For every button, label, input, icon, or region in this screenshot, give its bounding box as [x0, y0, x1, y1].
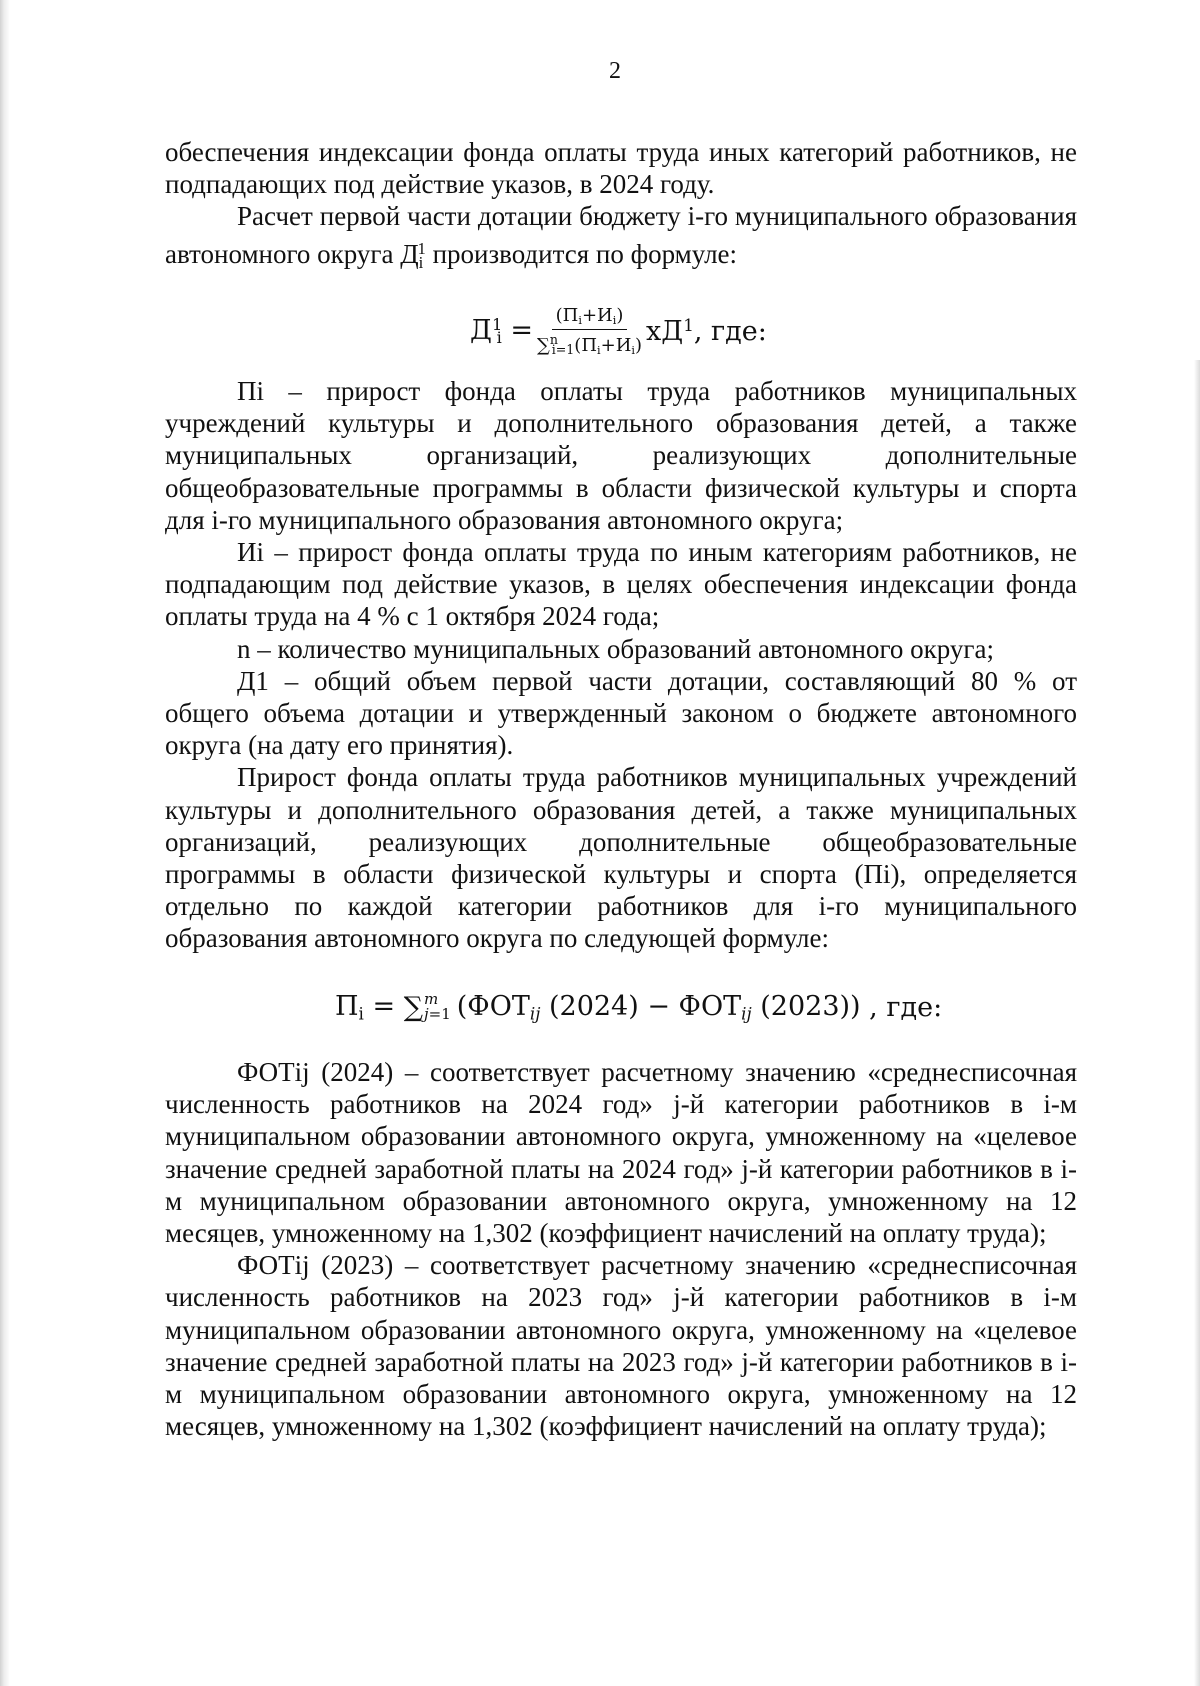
top-paragraphs	[165, 136, 1077, 279]
paragraph-continuation: обеспечения индексации фонда оплаты труда иных категорий работников, не подпадающих под действие указов, в 2024 году.	[165, 137, 1077, 200]
formula-2-lhs: $П_i$ =	[335, 991, 396, 1024]
formula-1-denominator: $\sum^n_{i=1}(П_i+И_i)$	[537, 331, 642, 358]
formula-1-numerator: $(П_i+И_i)$	[552, 305, 628, 330]
formula-1-lhs: $Д^1_i$ =	[470, 314, 534, 348]
formula-2-content	[335, 991, 942, 1024]
definition-I: Иi – прирост фонда оплаты труда по иным категориям работников, не подпадающим под действие указов, в целях обеспечения индексации фонда оплаты труда на 4 % с 1 октября 2024 года;	[165, 537, 1077, 632]
page-number: 2	[609, 58, 621, 84]
definition-FOT-2024: ФОТij (2024) – соответствует расчетному значению «среднесписочная численность работников на 2024 год» j-й категории работников в i-м муниципальном образовании автономного округа, умноженному на «целевое значение средней заработной платы на 2024 год» j-й категории работников в i-м муниципальном образовании автономного округа, умноженному на 12 месяцев, умноженному на 1,302 (коэффициент начислений на оплату труда);	[165, 1057, 1077, 1249]
formula-payroll-growth	[335, 991, 942, 1024]
formula-2-tail: , где:	[860, 991, 943, 1023]
definition-P: Пi – прирост фонда оплаты труда работников муниципальных учреждений культуры и дополнительного образования детей, а также муниципальных организаций, реализующих дополнительные общеобразовательные программы в области физической культуры и спорта для i-го муниципального образования автономного округа;	[165, 376, 1077, 535]
formula-1-fraction	[537, 305, 642, 358]
definition-FOT-2023: ФОТij (2023) – соответствует расчетному значению «среднесписочная численность работников на 2023 год» j-й категории работников в i-м муниципальном образовании автономного округа, умноженному на «целевое значение средней заработной платы на 2023 год» j-й категории работников в i-м муниципальном образовании автономного округа, умноженному на 12 месяцев, умноженному на 1,302 (коэффициент начислений на оплату труда);	[165, 1250, 1077, 1442]
formula-2-sum: ∑	[395, 991, 423, 1023]
definitions-block-1	[165, 375, 1077, 955]
formula-2-limits: m j=1	[423, 990, 451, 1024]
paragraph-growth-definition: Прирост фонда оплаты труда работников муниципальных учреждений культуры и дополнительного образования детей, а также муниципальных организаций, реализующих дополнительные общеобразовательные программы в области физической культуры и спорта (Пi), определяется отдельно по каждой категории работников для i-го муниципального образования автономного округа по следующей формуле:	[165, 762, 1077, 954]
scan-edge-left	[0, 0, 10, 1686]
definition-n: n – количество муниципальных образований автономного округа;	[237, 633, 994, 664]
paragraph-formula-intro: Расчет первой части дотации бюджету i-го муниципального образования автономного округа $Д_i^1$ производится по формуле:	[165, 201, 1077, 272]
formula-2-body: ($ФОТ_{ij}$ $(2024) - ФОТ_{ij}$ (2023))	[456, 991, 861, 1024]
formula-1-tail: $хД^1$, где:	[646, 314, 767, 348]
formula-dotation-share	[470, 296, 767, 366]
scan-edge-right	[1194, 360, 1200, 1686]
definition-D1: Д1 – общий объем первой части дотации, составляющий 80 % от общего объема дотации и утвержденный законом о бюджете автономного округа (на дату его принятия).	[165, 665, 1077, 761]
definitions-block-2	[165, 1056, 1077, 1442]
